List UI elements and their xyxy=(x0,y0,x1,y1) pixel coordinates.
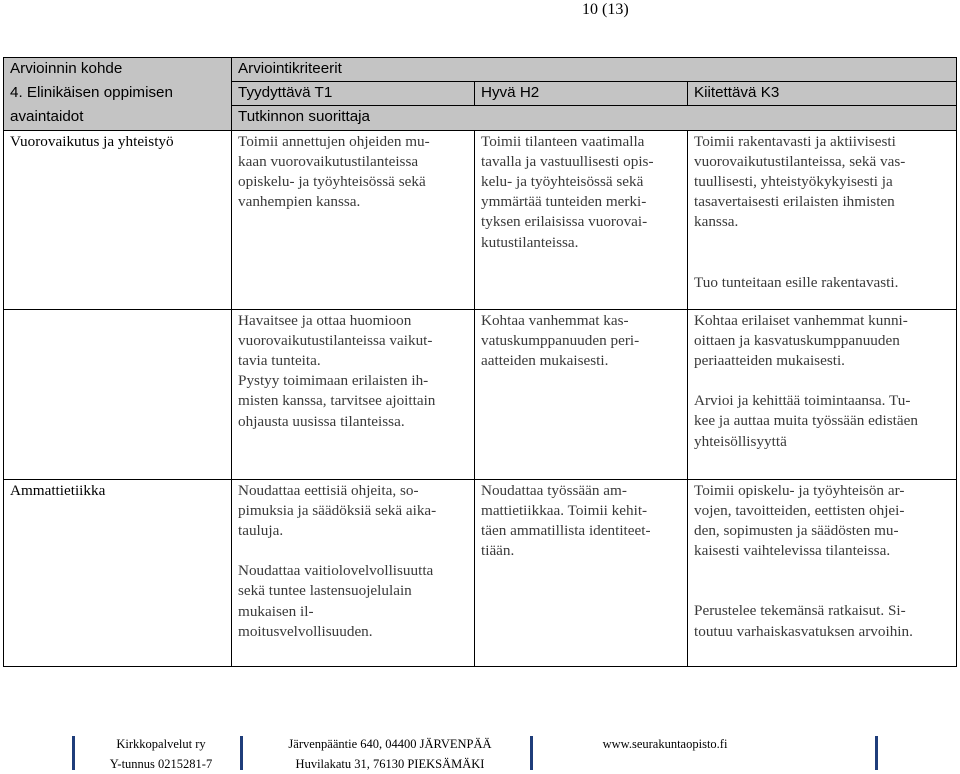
k3-line: Toimii rakentavasti ja aktiivisesti xyxy=(694,132,896,150)
row-target-text: Vuorovaikutus ja yhteistyö xyxy=(10,132,174,150)
table-row xyxy=(4,309,957,479)
k3-line: toutuu varhaiskasvatuksen arvoihin. xyxy=(694,622,913,640)
header-row-3 xyxy=(4,106,957,130)
t1-line: kaan vuorovaikutustilanteissa xyxy=(238,152,419,170)
k3-cell xyxy=(688,309,957,479)
t1-line: tavia tunteita. xyxy=(238,352,321,370)
h2-line: vatuskumppanuuden peri- xyxy=(481,331,640,349)
h2-line: täen ammatillista identiteet- xyxy=(481,522,651,540)
header-k3: Kiitettävä K3 xyxy=(688,82,957,106)
header-criteria-label: Arviointikriteerit xyxy=(232,58,957,82)
k3-line: tasavertaisesti erilaisten ihmisten xyxy=(694,193,895,211)
t1-line: vanhempien kanssa. xyxy=(238,193,361,211)
footer-address-line: Järvenpääntie 640, 04400 JÄRVENPÄÄ xyxy=(288,737,492,751)
page-footer xyxy=(0,728,960,774)
h2-cell xyxy=(475,479,688,666)
table-row xyxy=(4,130,957,309)
t1-line: Toimii annettujen ohjeiden mu- xyxy=(238,132,430,150)
header-row-1 xyxy=(4,58,957,82)
k3-line: kee ja auttaa muita työssään edistäen xyxy=(694,412,918,430)
table-row xyxy=(4,479,957,666)
h2-line: kutustilanteissa. xyxy=(481,233,579,251)
h2-cell xyxy=(475,130,688,309)
t1-cell xyxy=(232,130,475,309)
header-t1: Tyydyttävä T1 xyxy=(232,82,475,106)
footer-divider xyxy=(240,736,243,770)
header-h2: Hyvä H2 xyxy=(475,82,688,106)
k3-line: vuorovaikutustilanteissa, sekä vas- xyxy=(694,152,906,170)
row-target xyxy=(4,130,232,309)
k3-line: kanssa. xyxy=(694,213,739,231)
header-target-label: Arvioinnin kohde xyxy=(4,58,232,82)
footer-web-link[interactable]: www.seurakuntaopisto.fi xyxy=(602,737,728,751)
footer-divider xyxy=(530,736,533,770)
k3-line: yhteisöllisyyttä xyxy=(694,432,787,450)
footer-address-line: Huvilakatu 31, 76130 PIEKSÄMÄKI xyxy=(295,757,485,771)
k3-line: vojen, tavoitteiden, eettisten ohjei- xyxy=(694,501,905,519)
k3-cell xyxy=(688,130,957,309)
h2-line: tiään. xyxy=(481,542,515,560)
t1-line: sekä tuntee lastensuojelulain xyxy=(238,582,412,600)
k3-line: oittaen ja kasvatuskumppanuuden xyxy=(694,331,900,349)
header-lifelong-label: 4. Elinikäisen oppimisen xyxy=(4,82,232,106)
header-student-label: Tutkinnon suorittaja xyxy=(232,106,957,130)
t1-line: Havaitsee ja ottaa huomioon xyxy=(238,311,412,329)
footer-web xyxy=(580,734,750,754)
h2-line: Kohtaa vanhemmat kas- xyxy=(481,311,629,329)
h2-line: ymmärtää tunteiden merki- xyxy=(481,193,647,211)
page-number: 10 (13) xyxy=(582,1,629,18)
t1-line: moitusvelvollisuuden. xyxy=(238,622,373,640)
t1-line: opiskelu- ja työyhteisössä sekä xyxy=(238,173,426,191)
footer-org-name: Kirkkopalvelut ry xyxy=(116,737,206,751)
h2-line: tavalla ja vastuullisesti opis- xyxy=(481,152,654,170)
h2-cell xyxy=(475,309,688,479)
t1-line: ohjausta uusissa tilanteissa. xyxy=(238,412,405,430)
t1-line: Pystyy toimimaan erilaisten ih- xyxy=(238,372,429,390)
k3-line: Perustelee tekemänsä ratkaisut. Si- xyxy=(694,602,906,620)
t1-line: misten kanssa, tarvitsee ajoittain xyxy=(238,392,436,410)
k3-line: Tuo tunteitaan esille rakentavasti. xyxy=(694,273,899,291)
h2-line: kelu- ja työyhteisössä sekä xyxy=(481,173,644,191)
row-target-text: Ammattietiikka xyxy=(10,481,106,499)
footer-divider xyxy=(72,736,75,770)
row-target xyxy=(4,479,232,666)
h2-line: aatteiden mukaisesti. xyxy=(481,352,609,370)
t1-line: pimuksia ja säädöksiä sekä aika- xyxy=(238,501,437,519)
k3-line: den, sopimusten ja säädösten mu- xyxy=(694,522,899,540)
k3-line: Toimii opiskelu- ja työyhteisön ar- xyxy=(694,481,905,499)
t1-line: vuorovaikutustilanteissa vaikut- xyxy=(238,331,433,349)
k3-line: periaatteiden mukaisesti. xyxy=(694,352,845,370)
h2-line: Toimii tilanteen vaatimalla xyxy=(481,132,645,150)
k3-cell xyxy=(688,479,957,666)
header-keyskills-label: avaintaidot xyxy=(4,106,232,130)
h2-line: tyksen erilaisissa vuorovai- xyxy=(481,213,648,231)
t1-line: Noudattaa eettisiä ohjeita, so- xyxy=(238,481,419,499)
h2-line: Noudattaa työssään am- xyxy=(481,481,627,499)
t1-line: Noudattaa vaitiolovelvollisuutta xyxy=(238,562,434,580)
t1-cell xyxy=(232,309,475,479)
k3-line: Kohtaa erilaiset vanhemmat kunni- xyxy=(694,311,908,329)
footer-org xyxy=(96,734,226,774)
header-row-2 xyxy=(4,82,957,106)
footer-address xyxy=(280,734,500,774)
t1-line: tauluja. xyxy=(238,522,284,540)
t1-line: mukaisen il- xyxy=(238,602,314,620)
k3-line: Arvioi ja kehittää toimintaansa. Tu- xyxy=(694,392,911,410)
k3-line: tuullisesti, yhteistyökykyisesti ja xyxy=(694,173,893,191)
criteria-table xyxy=(3,57,957,667)
footer-org-id: Y-tunnus 0215281-7 xyxy=(109,757,213,771)
h2-line: mattietiikkaa. Toimii kehit- xyxy=(481,501,648,519)
t1-cell xyxy=(232,479,475,666)
row-target xyxy=(4,309,232,479)
footer-divider xyxy=(875,736,878,770)
k3-line: kaisesti vaihtelevissa tilanteissa. xyxy=(694,542,891,560)
